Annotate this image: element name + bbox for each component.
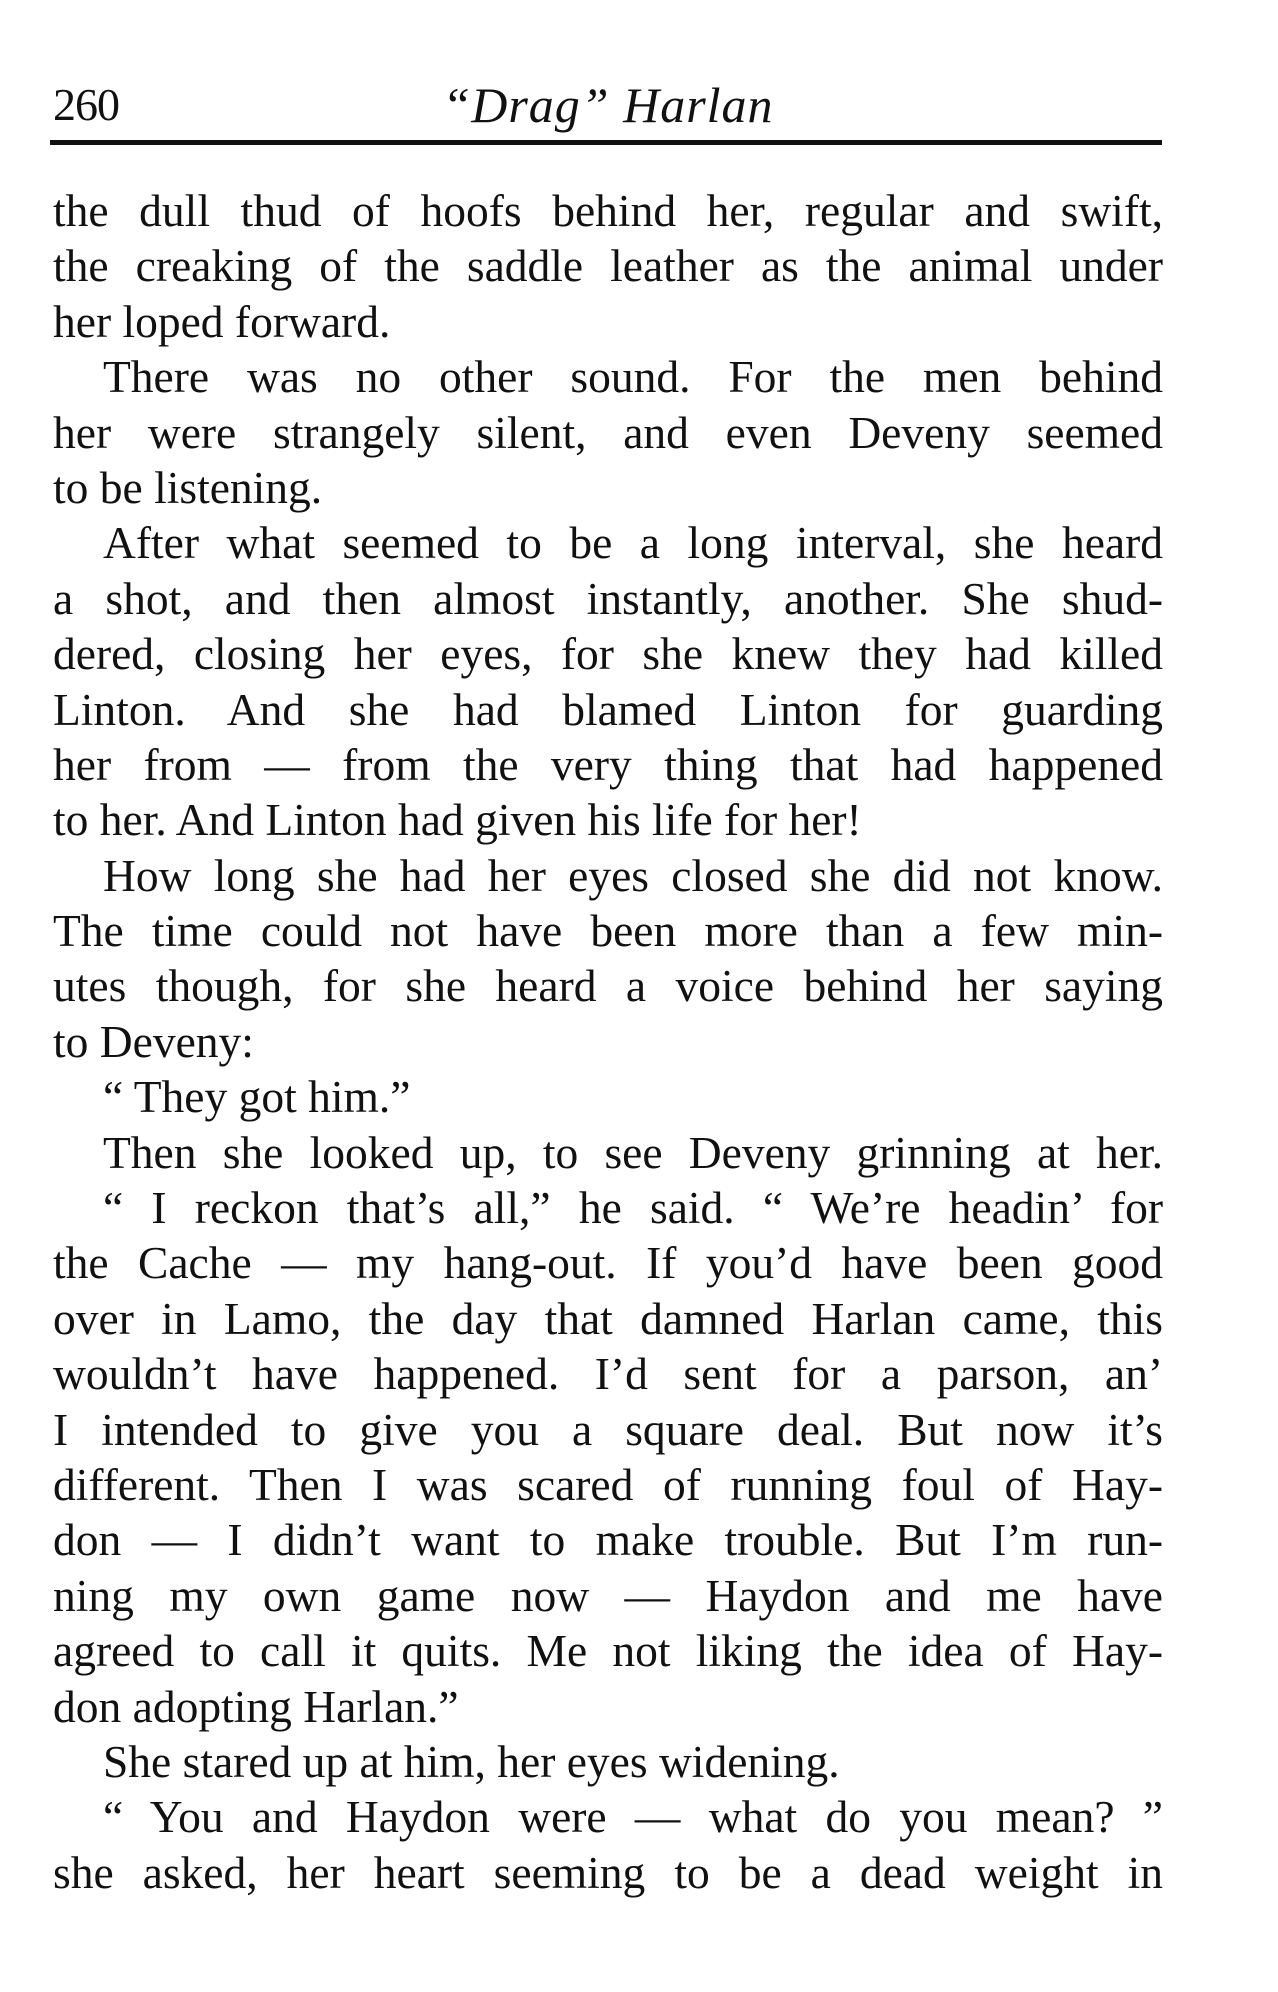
text-line: Linton. And she had blamed Linton for guarding (53, 683, 1163, 735)
text-line: her from — from the very thing that had happened (53, 738, 1163, 790)
text-line: “ You and Haydon were — what do you mean? ” (103, 1791, 1163, 1843)
text-line: After what seemed to be a long interval, she heard (103, 517, 1163, 569)
text-line: She stared up at him, her eyes widening. (103, 1735, 840, 1787)
text-line: to be listening. (53, 461, 323, 513)
text-line: ning my own game now — Haydon and me have (53, 1569, 1163, 1621)
text-line: different. Then I was scared of running foul of Hay- (53, 1458, 1163, 1510)
text-line: Then she looked up, to see Deveny grinning at her. (103, 1126, 1163, 1178)
running-title: “Drag” Harlan (442, 77, 774, 133)
text-line: to Deveny: (53, 1015, 254, 1067)
header-rule (50, 140, 1162, 145)
text-line: her were strangely silent, and even Deveny seemed (53, 406, 1163, 458)
text-line: utes though, for she heard a voice behind her saying (53, 960, 1163, 1012)
text-line: “ They got him.” (103, 1071, 411, 1123)
body-text (53, 183, 1163, 1900)
text-line: don adopting Harlan.” (53, 1680, 459, 1732)
text-line: don — I didn’t want to make trouble. But I’m run- (53, 1514, 1163, 1566)
text-line: over in Lamo, the day that damned Harlan came, this (53, 1292, 1163, 1344)
text-line: to her. And Linton had given his life for her! (53, 794, 862, 846)
text-line: wouldn’t have happened. I’d sent for a parson, an’ (53, 1348, 1163, 1400)
text-line: agreed to call it quits. Me not liking the idea of Hay- (53, 1625, 1163, 1677)
text-line: a shot, and then almost instantly, another. She shud- (53, 572, 1163, 624)
text-line: dered, closing her eyes, for she knew they had killed (53, 628, 1163, 680)
text-line: The time could not have been more than a few min- (53, 905, 1163, 957)
text-line: “ I reckon that’s all,” he said. “ We’re headin’ for (103, 1182, 1163, 1234)
text-line: There was no other sound. For the men behind (103, 351, 1163, 403)
text-line: the Cache — my hang-out. If you’d have been good (53, 1237, 1163, 1289)
text-line: How long she had her eyes closed she did not know. (103, 849, 1163, 901)
page-header (53, 72, 1163, 138)
page-number: 260 (53, 79, 119, 130)
text-line: I intended to give you a square deal. But now it’s (53, 1403, 1163, 1455)
text-line: the dull thud of hoofs behind her, regular and swift, (53, 185, 1163, 236)
text-line: the creaking of the saddle leather as the animal under (53, 240, 1163, 292)
text-line: her loped forward. (53, 295, 391, 347)
text-line: she asked, her heart seeming to be a dead weight in (53, 1846, 1163, 1898)
